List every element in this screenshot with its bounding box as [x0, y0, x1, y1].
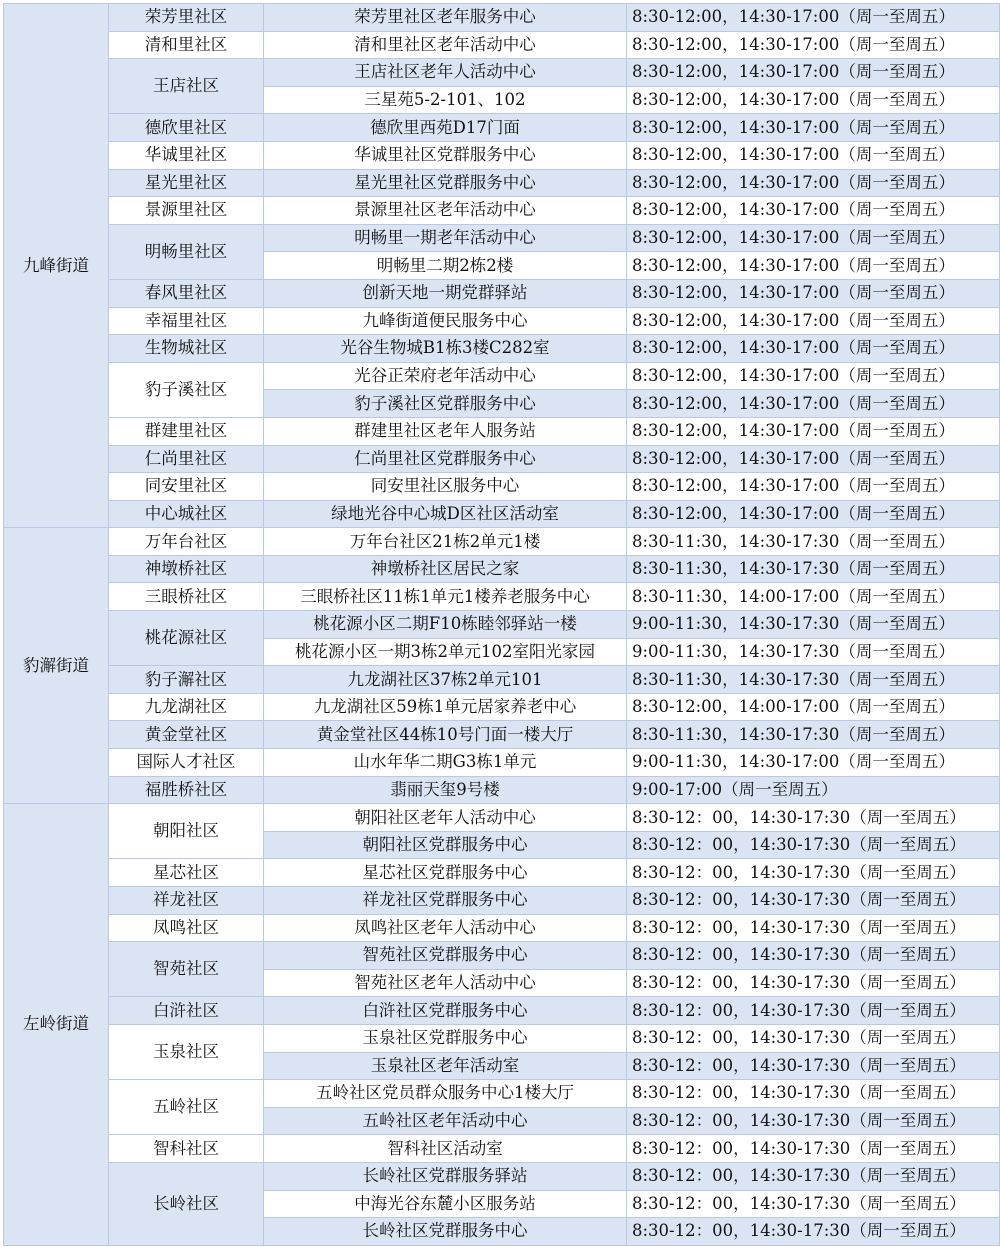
table-row [4, 555, 1000, 583]
community-cell: 桃花源社区 [109, 611, 264, 666]
location-cell: 翡丽天玺9号楼 [264, 776, 627, 804]
hours-cell: 8:30-11:30，14:30-17:30（周一至周五） [627, 666, 1000, 694]
hours-cell: 8:30-12：00，14:30-17:30（周一至周五） [627, 997, 1000, 1025]
location-cell: 明畅里二期2栋2楼 [264, 252, 627, 280]
table-row [4, 804, 1000, 832]
location-cell: 玉泉社区党群服务中心 [264, 1024, 627, 1052]
table-row [4, 279, 1000, 307]
community-cell: 豹子澥社区 [109, 666, 264, 694]
location-cell: 景源里社区老年活动中心 [264, 197, 627, 225]
hours-cell: 9:00-11:30，14:30-17:30（周一至周五） [627, 638, 1000, 666]
table-row [4, 749, 1000, 777]
hours-cell: 8:30-12:00，14:30-17:00（周一至周五） [627, 335, 1000, 363]
hours-cell: 8:30-12：00，14:30-17:30（周一至周五） [627, 887, 1000, 915]
location-cell: 祥龙社区党群服务中心 [264, 887, 627, 915]
location-cell: 仁尚里社区党群服务中心 [264, 445, 627, 473]
community-cell: 清和里社区 [109, 31, 264, 59]
location-cell: 王店社区老年人活动中心 [264, 59, 627, 87]
street-cell: 左岭街道 [4, 804, 109, 1246]
community-cell: 星芯社区 [109, 859, 264, 887]
hours-cell: 8:30-12：00，14:30-17:30（周一至周五） [627, 1190, 1000, 1218]
table-row [4, 362, 1000, 390]
community-cell: 朝阳社区 [109, 804, 264, 859]
community-cell: 九龙湖社区 [109, 693, 264, 721]
hours-cell: 8:30-12:00，14:30-17:00（周一至周五） [627, 141, 1000, 169]
hours-cell: 8:30-12:00，14:30-17:00（周一至周五） [627, 500, 1000, 528]
hours-cell: 8:30-12：00，14:30-17:30（周一至周五） [627, 1135, 1000, 1163]
hours-cell: 8:30-12:00，14:30-17:00（周一至周五） [627, 362, 1000, 390]
table-row [4, 583, 1000, 611]
location-cell: 光谷生物城B1栋3楼C282室 [264, 335, 627, 363]
community-cell: 生物城社区 [109, 335, 264, 363]
hours-cell: 8:30-12：00，14:30-17:30（周一至周五） [627, 969, 1000, 997]
table-row [4, 666, 1000, 694]
table-row [4, 942, 1000, 970]
community-cell: 豹子溪社区 [109, 362, 264, 417]
location-cell: 明畅里一期老年活动中心 [264, 224, 627, 252]
community-cell: 华诚里社区 [109, 141, 264, 169]
hours-cell: 8:30-12：00，14:30-17:30（周一至周五） [627, 1162, 1000, 1190]
community-cell: 祥龙社区 [109, 887, 264, 915]
table-body [4, 4, 1000, 1246]
location-cell: 智苑社区党群服务中心 [264, 942, 627, 970]
location-cell: 神墩桥社区居民之家 [264, 555, 627, 583]
hours-cell: 8:30-12:00，14:30-17:00（周一至周五） [627, 4, 1000, 32]
hours-cell: 8:30-12：00，14:30-17:30（周一至周五） [627, 1080, 1000, 1108]
community-cell: 智科社区 [109, 1135, 264, 1163]
table-row [4, 693, 1000, 721]
location-cell: 中海光谷东麓小区服务站 [264, 1190, 627, 1218]
location-cell: 白浒社区党群服务中心 [264, 997, 627, 1025]
community-cell: 王店社区 [109, 59, 264, 114]
hours-cell: 8:30-12:00，14:30-17:00（周一至周五） [627, 473, 1000, 501]
table-row [4, 887, 1000, 915]
location-cell: 华诚里社区党群服务中心 [264, 141, 627, 169]
location-cell: 星芯社区党群服务中心 [264, 859, 627, 887]
community-cell: 长岭社区 [109, 1162, 264, 1245]
community-cell: 国际人才社区 [109, 749, 264, 777]
street-cell: 豹澥街道 [4, 528, 109, 804]
hours-cell: 8:30-12：00，14:30-17:30（周一至周五） [627, 914, 1000, 942]
location-cell: 同安里社区服务中心 [264, 473, 627, 501]
location-cell: 群建里社区老年人服务站 [264, 417, 627, 445]
location-cell: 桃花源小区一期3栋2单元102室阳光家园 [264, 638, 627, 666]
hours-cell: 8:30-11:30，14:30-17:30（周一至周五） [627, 721, 1000, 749]
hours-cell: 8:30-12:00，14:30-17:00（周一至周五） [627, 114, 1000, 142]
table-row [4, 500, 1000, 528]
location-cell: 智科社区活动室 [264, 1135, 627, 1163]
location-cell: 桃花源小区二期F10栋睦邻驿站一楼 [264, 611, 627, 639]
hours-cell: 8:30-12：00，14:30-17:30（周一至周五） [627, 804, 1000, 832]
location-cell: 黄金堂社区44栋10号门面一楼大厅 [264, 721, 627, 749]
location-cell: 九龙湖社区59栋1单元居家养老中心 [264, 693, 627, 721]
community-cell: 玉泉社区 [109, 1024, 264, 1079]
table-row [4, 307, 1000, 335]
location-cell: 智苑社区老年人活动中心 [264, 969, 627, 997]
hours-cell: 8:30-12:00，14:30-17:00（周一至周五） [627, 59, 1000, 87]
location-cell: 长岭社区党群服务中心 [264, 1218, 627, 1246]
hours-cell: 8:30-12:00，14:30-17:00（周一至周五） [627, 307, 1000, 335]
hours-cell: 8:30-12：00，14:30-17:30（周一至周五） [627, 1107, 1000, 1135]
table-row [4, 197, 1000, 225]
hours-cell: 8:30-11:30，14:00-17:00（周一至周五） [627, 583, 1000, 611]
community-cell: 智苑社区 [109, 942, 264, 997]
hours-cell: 8:30-12:00，14:30-17:00（周一至周五） [627, 417, 1000, 445]
community-cell: 同安里社区 [109, 473, 264, 501]
hours-cell: 9:00-11:30，14:30-17:30（周一至周五） [627, 611, 1000, 639]
table-row [4, 417, 1000, 445]
hours-cell: 8:30-12:00，14:30-17:00（周一至周五） [627, 31, 1000, 59]
table-row [4, 721, 1000, 749]
table-row [4, 224, 1000, 252]
table-row [4, 859, 1000, 887]
community-cell: 仁尚里社区 [109, 445, 264, 473]
table-row [4, 528, 1000, 556]
service-points-table [3, 3, 1000, 1246]
street-cell: 九峰街道 [4, 4, 109, 528]
hours-cell: 8:30-12：00，14:30-17:30（周一至周五） [627, 1024, 1000, 1052]
location-cell: 山水年华二期G3栋1单元 [264, 749, 627, 777]
hours-cell: 8:30-12：00，14:30-17:30（周一至周五） [627, 942, 1000, 970]
table-row [4, 31, 1000, 59]
table-row [4, 997, 1000, 1025]
location-cell: 玉泉社区老年活动室 [264, 1052, 627, 1080]
community-cell: 德欣里社区 [109, 114, 264, 142]
community-cell: 五岭社区 [109, 1080, 264, 1135]
community-cell: 荣芳里社区 [109, 4, 264, 32]
community-cell: 神墩桥社区 [109, 555, 264, 583]
hours-cell: 9:00-11:30，14:30-17:00（周一至周五） [627, 749, 1000, 777]
table-row [4, 914, 1000, 942]
community-cell: 星光里社区 [109, 169, 264, 197]
hours-cell: 8:30-12:00，14:30-17:00（周一至周五） [627, 169, 1000, 197]
community-cell: 中心城社区 [109, 500, 264, 528]
hours-cell: 8:30-12：00，14:30-17:30（周一至周五） [627, 831, 1000, 859]
table-row [4, 611, 1000, 639]
hours-cell: 8:30-12:00，14:00-17:00（周一至周五） [627, 693, 1000, 721]
table-row [4, 4, 1000, 32]
community-cell: 白浒社区 [109, 997, 264, 1025]
location-cell: 长岭社区党群服务驿站 [264, 1162, 627, 1190]
location-cell: 荣芳里社区老年服务中心 [264, 4, 627, 32]
hours-cell: 8:30-12:00，14:30-17:00（周一至周五） [627, 445, 1000, 473]
location-cell: 星光里社区党群服务中心 [264, 169, 627, 197]
hours-cell: 8:30-12:00，14:30-17:00（周一至周五） [627, 279, 1000, 307]
location-cell: 五岭社区老年活动中心 [264, 1107, 627, 1135]
table-row [4, 1135, 1000, 1163]
location-cell: 朝阳社区老年人活动中心 [264, 804, 627, 832]
location-cell: 光谷正荣府老年活动中心 [264, 362, 627, 390]
hours-cell: 8:30-12：00，14:30-17:30（周一至周五） [627, 1052, 1000, 1080]
community-cell: 凤鸣社区 [109, 914, 264, 942]
community-cell: 春风里社区 [109, 279, 264, 307]
table-row [4, 169, 1000, 197]
hours-cell: 9:00-17:00（周一至周五） [627, 776, 1000, 804]
hours-cell: 8:30-12:00，14:30-17:00（周一至周五） [627, 197, 1000, 225]
hours-cell: 8:30-12：00，14:30-17:30（周一至周五） [627, 859, 1000, 887]
location-cell: 九峰街道便民服务中心 [264, 307, 627, 335]
table-row [4, 1162, 1000, 1190]
table-row [4, 59, 1000, 87]
location-cell: 豹子溪社区党群服务中心 [264, 390, 627, 418]
community-cell: 群建里社区 [109, 417, 264, 445]
hours-cell: 8:30-12:00，14:30-17:00（周一至周五） [627, 252, 1000, 280]
location-cell: 三星苑5-2-101、102 [264, 86, 627, 114]
location-cell: 五岭社区党员群众服务中心1楼大厅 [264, 1080, 627, 1108]
community-cell: 幸福里社区 [109, 307, 264, 335]
location-cell: 三眼桥社区11栋1单元1楼养老服务中心 [264, 583, 627, 611]
location-cell: 德欣里西苑D17门面 [264, 114, 627, 142]
table-row [4, 473, 1000, 501]
hours-cell: 8:30-12:00，14:30-17:00（周一至周五） [627, 86, 1000, 114]
table-row [4, 445, 1000, 473]
location-cell: 创新天地一期党群驿站 [264, 279, 627, 307]
table-row [4, 335, 1000, 363]
community-cell: 景源里社区 [109, 197, 264, 225]
hours-cell: 8:30-12:00，14:30-17:00（周一至周五） [627, 224, 1000, 252]
location-cell: 朝阳社区党群服务中心 [264, 831, 627, 859]
table-row [4, 1024, 1000, 1052]
location-cell: 凤鸣社区老年人活动中心 [264, 914, 627, 942]
location-cell: 绿地光谷中心城D区社区活动室 [264, 500, 627, 528]
hours-cell: 8:30-12：00，14:30-17:30（周一至周五） [627, 1218, 1000, 1246]
table-row [4, 1080, 1000, 1108]
community-cell: 万年台社区 [109, 528, 264, 556]
hours-cell: 8:30-11:30，14:30-17:30（周一至周五） [627, 528, 1000, 556]
table-row [4, 776, 1000, 804]
location-cell: 万年台社区21栋2单元1楼 [264, 528, 627, 556]
table-row [4, 141, 1000, 169]
location-cell: 九龙湖社区37栋2单元101 [264, 666, 627, 694]
hours-cell: 8:30-12:00，14:30-17:00（周一至周五） [627, 390, 1000, 418]
community-cell: 黄金堂社区 [109, 721, 264, 749]
community-cell: 明畅里社区 [109, 224, 264, 279]
table-row [4, 114, 1000, 142]
hours-cell: 8:30-11:30，14:30-17:30（周一至周五） [627, 555, 1000, 583]
community-cell: 福胜桥社区 [109, 776, 264, 804]
location-cell: 清和里社区老年活动中心 [264, 31, 627, 59]
community-cell: 三眼桥社区 [109, 583, 264, 611]
